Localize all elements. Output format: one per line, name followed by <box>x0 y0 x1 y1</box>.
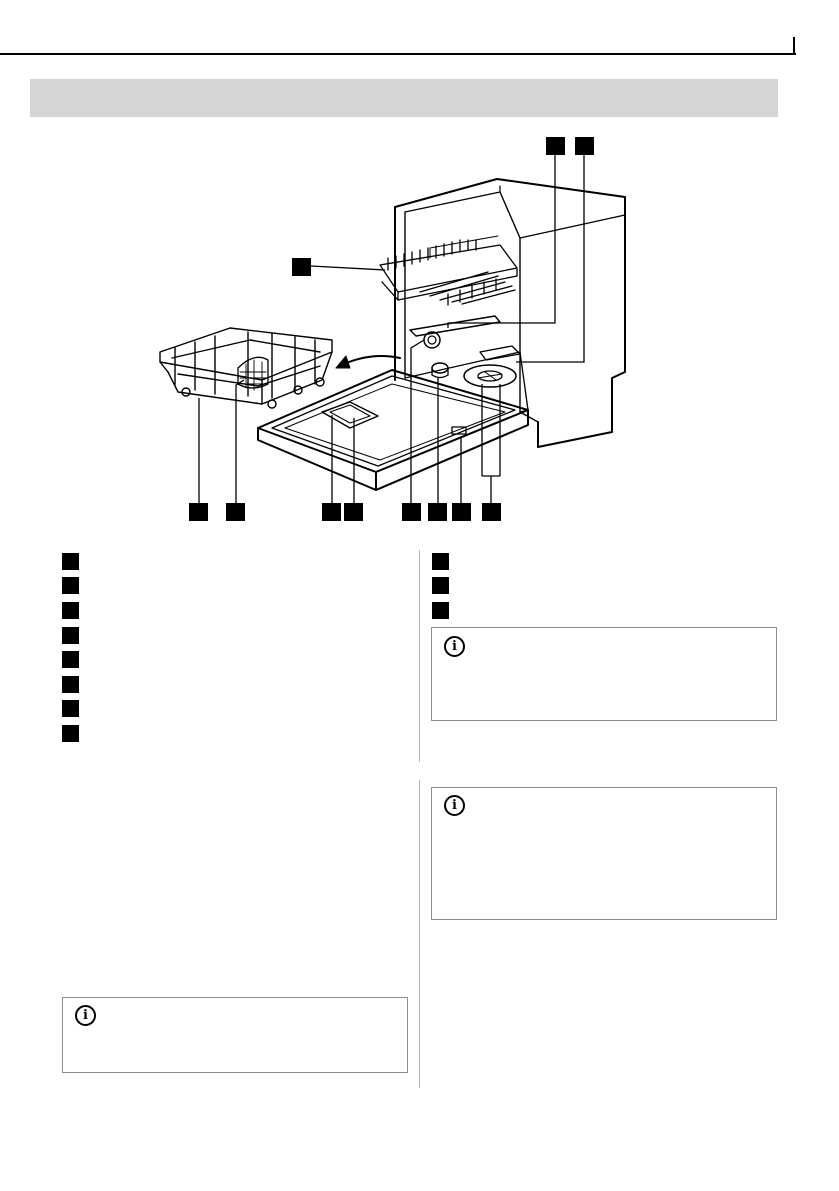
callout-box <box>452 503 471 521</box>
legend-number-box <box>62 577 79 594</box>
legend-number-box <box>62 651 79 668</box>
column-divider <box>419 780 420 1088</box>
dishwasher-illustration <box>0 0 839 540</box>
detergent-dispenser <box>322 402 378 428</box>
legend-number-box <box>62 602 79 619</box>
info-note <box>62 997 408 1073</box>
legend-number-box <box>432 577 449 594</box>
callout-box <box>402 503 421 521</box>
info-note <box>431 787 777 920</box>
callout-box <box>322 503 341 521</box>
legend-number-box <box>432 553 449 570</box>
info-note <box>431 627 777 721</box>
callout-box <box>482 503 501 521</box>
upper-spray-arm <box>410 316 500 336</box>
lower-basket <box>160 328 332 408</box>
callout-box <box>344 503 363 521</box>
upper-basket <box>380 240 517 305</box>
legend-number-box <box>62 627 79 644</box>
callout-box <box>226 503 245 521</box>
info-icon: i <box>444 636 465 657</box>
callout-box <box>189 503 208 521</box>
cabinet-outline <box>395 179 625 447</box>
legend-number-box <box>62 700 79 717</box>
legend-number-box <box>62 676 79 693</box>
callout-box <box>546 137 565 155</box>
leader-lines <box>199 153 584 505</box>
legend-number-box <box>62 553 79 570</box>
open-door <box>258 370 528 490</box>
info-icon: i <box>75 1005 96 1026</box>
info-icon: i <box>444 795 465 816</box>
callout-box <box>428 503 447 521</box>
callout-box <box>292 258 311 276</box>
insert-arrow <box>344 356 400 364</box>
column-divider <box>419 550 420 762</box>
legend-number-box <box>432 602 449 619</box>
legend-number-box <box>62 725 79 742</box>
callout-box <box>575 137 594 155</box>
